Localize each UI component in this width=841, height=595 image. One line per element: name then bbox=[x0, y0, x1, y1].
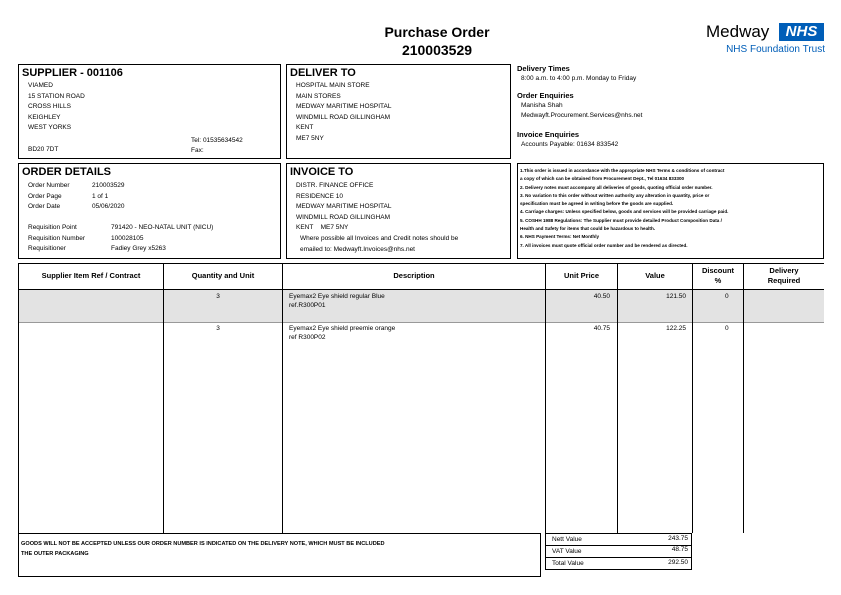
col-header-discount: Discount % bbox=[701, 266, 735, 285]
order-details-values: 210003529 1 of 1 05/06/2020 bbox=[92, 182, 125, 210]
cell-value: 122.25 bbox=[666, 325, 686, 332]
cell-quantity: 3 bbox=[216, 325, 220, 332]
invoice-to-box bbox=[286, 163, 511, 259]
col-header-unit-price: Unit Price bbox=[563, 271, 599, 280]
invoice-to-address: DISTR. FINANCE OFFICE RESIDENCE 10 MEDWAY MARITIME HOSPITAL WINDMILL ROAD GILLINGHAM KENT ME7 5NY bbox=[296, 182, 392, 231]
deliver-to-heading: DELIVER TO bbox=[290, 67, 356, 79]
total-value: 292.50 bbox=[668, 559, 688, 566]
table-row-shade bbox=[18, 290, 824, 322]
nhs-badge: NHS bbox=[779, 23, 824, 41]
cell-value: 121.50 bbox=[666, 293, 686, 300]
invoice-to-heading: INVOICE TO bbox=[290, 166, 354, 178]
order-enquiries-name: Manisha Shah bbox=[521, 101, 563, 109]
col-header-supplier-ref: Supplier Item Ref / Contract bbox=[41, 271, 141, 280]
requisition-labels: Requisition Point Requisition Number Requisitioner bbox=[28, 224, 86, 252]
cell-unit-price: 40.75 bbox=[593, 325, 610, 332]
brand-name: Medway bbox=[706, 22, 770, 41]
order-details-box bbox=[18, 163, 281, 259]
cell-description: Eyemax2 Eye shield regular Blue bbox=[289, 293, 385, 300]
cell-unit-price: 40.50 bbox=[593, 293, 610, 300]
deliver-to-box bbox=[286, 64, 511, 159]
order-details-heading: ORDER DETAILS bbox=[22, 166, 112, 178]
supplier-postcode: BD20 7DT bbox=[28, 146, 59, 153]
supplier-fax: Fax: bbox=[191, 147, 204, 154]
invoice-enquiries: Accounts Payable: 01634 833542 bbox=[521, 140, 619, 148]
net-label: Nett Value bbox=[552, 536, 582, 543]
totals-box bbox=[545, 533, 692, 570]
cell-quantity: 3 bbox=[216, 293, 220, 300]
net-value: 243.75 bbox=[668, 535, 688, 542]
supplier-address: VIAMED 15 STATION ROAD CROSS HILLS KEIGHLEY WEST YORKS bbox=[28, 82, 85, 131]
table-top-border bbox=[18, 263, 824, 264]
order-enquiries-email[interactable]: Medwayft.Procurement.Services@nhs.net bbox=[521, 112, 643, 119]
cell-description: Eyemax2 Eye shield preemie orange bbox=[289, 325, 396, 332]
supplier-tel: Tel: 01535634542 bbox=[191, 137, 243, 144]
col-divider bbox=[545, 263, 546, 533]
requisition-values: 791420 - NEO-NATAL UNIT (NICU) 100028105 Fadiey Grey x5263 bbox=[111, 224, 214, 252]
supplier-box bbox=[18, 64, 281, 159]
vat-label: VAT Value bbox=[552, 548, 582, 555]
col-divider bbox=[163, 263, 164, 533]
po-number: 210003529 bbox=[401, 42, 473, 58]
col-divider bbox=[743, 263, 744, 533]
order-details-labels: Order Number Order Page Order Date bbox=[28, 182, 70, 210]
table-left-border bbox=[18, 263, 19, 533]
col-divider bbox=[692, 263, 693, 533]
invoice-enquiries-heading: Invoice Enquiries bbox=[517, 129, 580, 139]
invoice-email-note: Where possible all Invoices and Credit notes should be emailed to: Medwayft.Invoices@nhs.net bbox=[300, 235, 459, 253]
terms-box bbox=[517, 163, 824, 259]
cell-discount: 0 bbox=[725, 325, 729, 332]
page-title: Purchase Order bbox=[384, 24, 490, 40]
col-divider bbox=[617, 263, 618, 533]
col-header-quantity: Quantity and Unit bbox=[191, 271, 255, 280]
brand-subtitle: NHS Foundation Trust bbox=[726, 44, 825, 55]
deliver-to-address: HOSPITAL MAIN STORE MAIN STORES MEDWAY MARITIME HOSPITAL WINDMILL ROAD GILLINGHAM KENT ME7 5NY bbox=[296, 82, 392, 142]
supplier-heading: SUPPLIER - 001106 bbox=[22, 67, 123, 79]
col-header-delivery: Delivery Required bbox=[767, 266, 801, 285]
delivery-times-heading: Delivery Times bbox=[517, 64, 570, 73]
cell-ref: ref R300P02 bbox=[289, 334, 326, 341]
col-header-description: Description bbox=[393, 271, 435, 280]
col-header-value: Value bbox=[645, 271, 665, 280]
total-label: Total Value bbox=[552, 560, 584, 567]
terms-list: 1.This order is issued in accordance with the appropriate NHS Terms & conditions of contract a copy of which can be obtained from Procurement Dept., Tel 01634 833300 2. Delivery notes must accompany all deliveries of goods, quoting official order number. 3. No variation to this order without written authority any alteration in quantity, price or specification must be agreed in writing before the goods are supplied. 4. Carriage charges: Unless specified below, goods and services will be provided carriage paid. 5. COSHH 1988 Regulations: The Supplier must provide detailed Product Composition Data / Health and Safety for items that could be hazardous to health. 6. NHS Payment Terms: Net Monthly 7. All invoices must quote official order number and be rendered as directed. bbox=[520, 168, 729, 248]
col-divider bbox=[282, 263, 283, 533]
nhs-logo bbox=[706, 22, 824, 44]
cell-discount: 0 bbox=[725, 293, 729, 300]
order-enquiries-heading: Order Enquiries bbox=[517, 90, 574, 100]
footer-notice: GOODS WILL NOT BE ACCEPTED UNLESS OUR ORDER NUMBER IS INDICATED ON THE DELIVERY NOTE, WHICH MUST BE INCLUDED THE OUTER PACKAGING bbox=[21, 541, 385, 557]
table-row-divider bbox=[18, 322, 824, 323]
footer-notice-box bbox=[18, 533, 541, 577]
cell-ref: ref.R300P01 bbox=[289, 302, 326, 309]
vat-value: 48.75 bbox=[671, 546, 688, 553]
delivery-times: 8:00 a.m. to 4:00 p.m. Monday to Friday bbox=[521, 75, 637, 82]
delivery-info bbox=[517, 64, 827, 150]
